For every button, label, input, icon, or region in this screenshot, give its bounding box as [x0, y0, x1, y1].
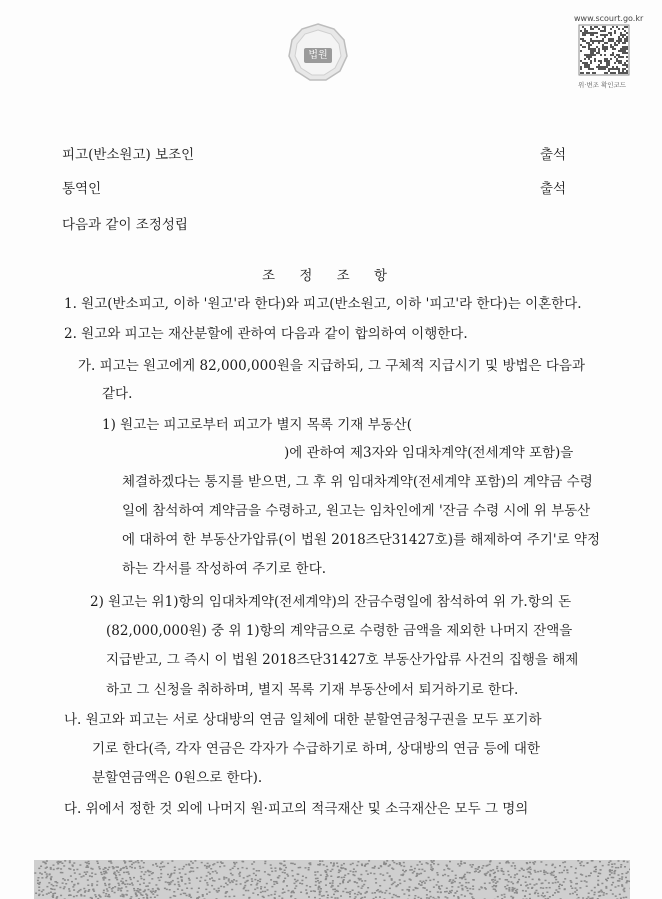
clause-1: 1. 원고(반소피고, 이하 '원고'라 한다)와 피고(반소원고, 이하 '피고'라 한다)는 이혼한다.	[64, 296, 582, 312]
attendance-role-1: 피고(반소원고) 보조인	[62, 147, 195, 163]
clause-2-ga-1-line-5: 에 대하여 한 부동산가압류(이 법원 2018즈단31427호)를 해제하여 주기'로 약정	[122, 532, 600, 548]
clause-2-ga-1-line-4: 일에 참석하여 계약금을 수령하고, 원고는 임차인에게 '잔금 수령 시에 위 부동산	[122, 503, 591, 519]
clause-2-ga-2-line-2: (82,000,000원) 중 위 1)항의 계약금으로 수령한 금액을 제외한 나머지 잔액을	[106, 623, 573, 639]
security-pattern-band	[34, 860, 630, 899]
clause-2-ga-line-2: 같다.	[102, 386, 133, 402]
clause-2-da-line-1: 다. 위에서 정한 것 외에 나머지 원·피고의 적극재산 및 소극재산은 모두 그 명의	[64, 801, 529, 817]
clause-2-ga-line-1: 가. 피고는 원고에게 82,000,000원을 지급하되, 그 구체적 지급시기 및 방법은 다음과	[78, 358, 585, 374]
clause-2-na-line-2: 기로 한다(즉, 각자 연금은 각자가 수급하기로 하며, 상대방의 연금 등에 대한	[92, 741, 540, 757]
clause-2-ga-2-line-3: 지급받고, 그 즉시 이 법원 2018즈단31427호 부동산가압류 사건의 집행을 해제	[106, 652, 579, 668]
verification-qr-code	[578, 24, 630, 76]
clause-2-ga-1-line-3: 체결하겠다는 통지를 받으면, 그 후 위 임대차계약(전세계약 포함)의 계약금 수령	[122, 474, 593, 490]
clause-2-ga-1-line-2: )에 관하여 제3자와 임대차계약(전세계약 포함)을	[284, 445, 574, 461]
court-seal	[284, 22, 352, 84]
clause-2-ga-2-line-1: 2) 원고는 위1)항의 임대차계약(전세계약)의 잔금수령일에 참석하여 위 가.항의 돈	[90, 594, 572, 610]
clause-2-ga-1-line-6: 하는 각서를 작성하여 주기로 한다.	[122, 561, 327, 577]
clause-2-ga-1-line-1: 1) 원고는 피고로부터 피고가 별지 목록 기재 부동산(	[102, 417, 412, 433]
mediation-outcome: 다음과 같이 조정성립	[62, 217, 188, 233]
site-url: www.scourt.go.kr	[574, 14, 644, 23]
section-title: 조 정 조 항	[262, 268, 398, 284]
clause-2: 2. 원고와 피고는 재산분할에 관하여 다음과 같이 합의하여 이행한다.	[64, 326, 468, 342]
attendance-status-1: 출석	[540, 147, 567, 163]
clause-2-na-line-1: 나. 원고와 피고는 서로 상대방의 연금 일체에 대한 분할연금청구권을 모두 포기하	[64, 712, 542, 728]
attendance-status-2: 출석	[540, 181, 567, 197]
seal-text: 법원	[308, 50, 328, 61]
qr-label: 위·변조 확인코드	[578, 81, 627, 89]
attendance-role-2: 통역인	[62, 181, 102, 197]
clause-2-ga-2-line-4: 하고 그 신청을 취하하며, 별지 목록 기재 부동산에서 퇴거하기로 한다.	[106, 682, 519, 698]
clause-2-na-line-3: 분할연금액은 0원으로 한다).	[92, 770, 263, 786]
